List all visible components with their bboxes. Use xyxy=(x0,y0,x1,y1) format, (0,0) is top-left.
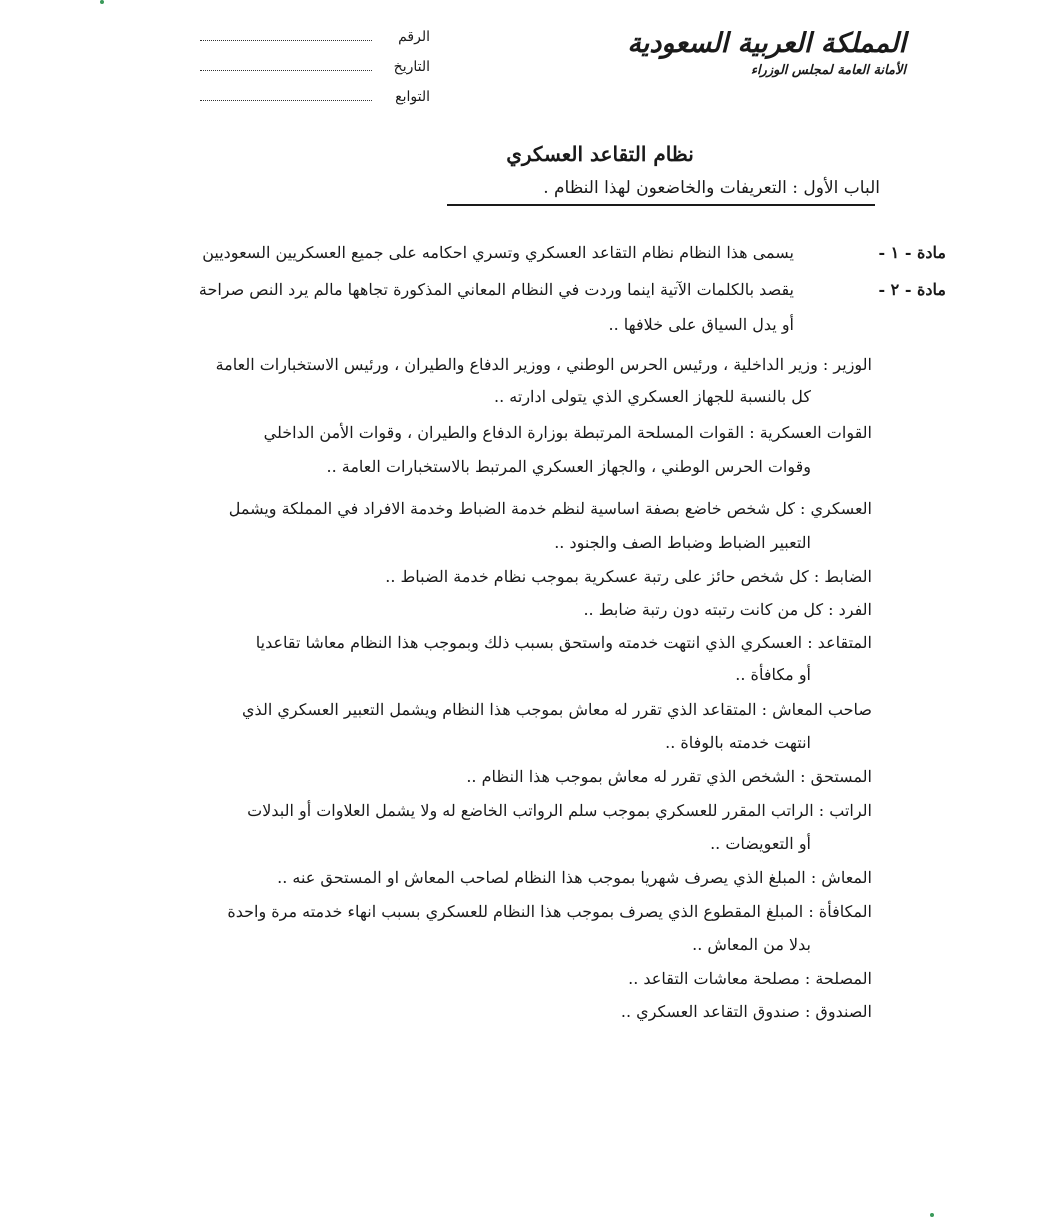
office-name: الأمانة العامة لمجلس الوزراء xyxy=(750,63,906,79)
reference-date-blank xyxy=(200,58,372,71)
definition-retiree-line-1: المتقاعد : العسكري الذي انتهت خدمته واستحق بسبب ذلك وبموجب هذا النظام معاشا تقاعديا xyxy=(255,633,872,652)
definition-department-line-1: المصلحة : مصلحة معاشات التقاعد .. xyxy=(628,969,872,988)
document-title: نظام التقاعد العسكري xyxy=(506,142,694,166)
definition-pensioner-line-1: صاحب المعاش : المتقاعد الذي تقرر له معاش بموجب هذا النظام ويشمل التعبير العسكري الذي xyxy=(242,700,872,719)
definition-military-line-1: العسكري : كل شخص خاضع بصفة اساسية لنظم خدمة الضباط وخدمة الافراد في المملكة ويشمل xyxy=(228,499,872,518)
reference-attachments-label: التوابع xyxy=(395,89,430,105)
definition-military-line-2: التعبير الضباط وضباط الصف والجنود .. xyxy=(554,533,811,552)
reference-number-label: الرقم xyxy=(398,29,430,45)
article-2-line-2: أو يدل السياق على خلافها .. xyxy=(608,315,794,334)
definition-minister-line-2: كل بالنسبة للجهاز العسكري الذي يتولى ادارته .. xyxy=(494,387,811,406)
definition-reward-line-1: المكافأة : المبلغ المقطوع الذي يصرف بموجب هذا النظام للعسكري بسبب انهاء خدمته مرة واحدة xyxy=(227,902,872,921)
reference-attachments-blank xyxy=(200,88,372,101)
letterhead xyxy=(627,28,906,79)
definition-beneficiary-line-1: المستحق : الشخص الذي تقرر له معاش بموجب هذا النظام .. xyxy=(466,767,872,786)
chapter-heading: الباب الأول : التعريفات والخاضعون لهذا النظام . xyxy=(543,178,880,198)
article-2-line-1: يقصد بالكلمات الآتية اينما وردت في النظام المعاني المذكورة تجاهها مالم يرد النص صراحة xyxy=(198,280,794,299)
kingdom-name: المملكة العربية السعودية xyxy=(627,28,906,59)
definition-retiree-line-2: أو مكافأة .. xyxy=(735,665,811,684)
definition-salary-line-2: أو التعويضات .. xyxy=(710,834,811,853)
scan-speck xyxy=(930,1213,934,1217)
reference-date-field xyxy=(200,58,430,88)
reference-number-blank xyxy=(200,28,372,41)
article-2-label: مادة - ٢ - xyxy=(878,280,946,299)
reference-number-field xyxy=(200,28,430,58)
definition-minister-line-1: الوزير : وزير الداخلية ، ورئيس الحرس الوطني ، ووزير الدفاع والطيران ، ورئيس الاستخبارات العامة xyxy=(215,355,872,374)
article-1-line-1: يسمى هذا النظام نظام التقاعد العسكري وتسري احكامه على جميع العسكريين السعوديين xyxy=(202,243,794,262)
definition-individual-line-1: الفرد : كل من كانت رتبته دون رتبة ضابط .. xyxy=(583,600,872,619)
definition-officer-line-1: الضابط : كل شخص حائز على رتبة عسكرية بموجب نظام خدمة الضباط .. xyxy=(385,567,872,586)
definition-fund-line-1: الصندوق : صندوق التقاعد العسكري .. xyxy=(620,1002,872,1021)
definition-forces-line-1: القوات العسكرية : القوات المسلحة المرتبطة بوزارة الدفاع والطيران ، وقوات الأمن الداخلي xyxy=(263,423,872,442)
reference-fields xyxy=(200,28,430,118)
definition-forces-line-2: وقوات الحرس الوطني ، والجهاز العسكري المرتبط بالاستخبارات العامة .. xyxy=(326,457,811,476)
definition-pension-line-1: المعاش : المبلغ الذي يصرف شهريا بموجب هذا النظام لصاحب المعاش او المستحق عنه .. xyxy=(277,868,872,887)
definition-reward-line-2: بدلا من المعاش .. xyxy=(692,935,811,954)
reference-attachments-field xyxy=(200,88,430,118)
definition-salary-line-1: الراتب : الراتب المقرر للعسكري بموجب سلم الرواتب الخاضع له ولا يشمل العلاوات أو البدلات xyxy=(247,801,872,820)
article-1-label: مادة - ١ - xyxy=(878,243,946,262)
chapter-underline xyxy=(447,204,875,206)
reference-date-label: التاريخ xyxy=(393,59,430,75)
definition-pensioner-line-2: انتهت خدمته بالوفاة .. xyxy=(665,733,811,752)
scan-speck xyxy=(100,0,104,4)
